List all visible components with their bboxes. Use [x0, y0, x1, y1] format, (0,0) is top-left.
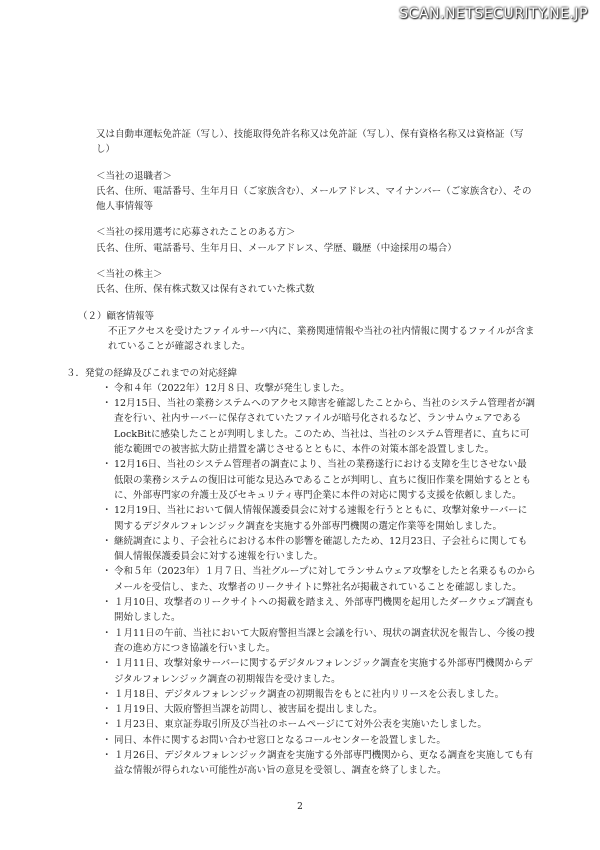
timeline-list [96, 381, 536, 779]
timeline-item: ・ １月18日、デジタルフォレンジック調査の初期報告をもとに社内リリースを公表しました。 [106, 687, 536, 702]
timeline-item: ・ １月26日、デジタルフォレンジック調査を実施する外部専門機関から、更なる調査を実施しても有益な情報が得られない可能性が高い旨の意見を受領し、調査を終了しました。 [106, 748, 536, 779]
timeline-item: ・ 令和５年（2023年）１月７日、当社グループに対してランサムウェア攻撃をしたと名乗るものからメールを受信し、また、攻撃者のリークサイトに弊社名が掲載されていることを確認しました。 [106, 564, 536, 595]
section-2-heading: （２）顧客情報等 [78, 310, 155, 322]
timeline-item: ・ 12月16日、当社のシステム管理者の調査により、当社の業務遂行における支障を生じさせない最低限の業務システムの復旧は可能な見込みであることが判明し、直ちに復旧作業を開始するとともに、外部専門家の弁護士及びセキュリティ専門企業に本件の対応に関する支援を依頼しました。 [106, 457, 536, 503]
timeline-item: ・ １月19日、大阪府警担当課を訪問し、被害届を提出しました。 [106, 702, 536, 717]
document-body [66, 127, 536, 779]
timeline-item: ・ 同日、本件に関するお問い合わせ窓口となるコールセンターを設置しました。 [106, 733, 536, 748]
page-number: 2 [297, 802, 303, 812]
timeline-item: ・ １月23日、東京証券取引所及び当社のホームページにて対外公表を実施いたしました。 [106, 717, 536, 732]
group-heading-applicants: ＜当社の採用選考に応募されたことのある方＞ [96, 227, 296, 239]
timeline-item: ・ 令和４年（2022年）12月８日、攻撃が発生しました。 [106, 381, 536, 396]
section-3-heading: ３．発覚の経緯及びこれまでの対応経緯 [66, 367, 238, 379]
timeline-item: ・ １月11日、攻撃対象サーバーに関するデジタルフォレンジック調査を実施する外部専門機関からデジタルフォレンジック調査の初期報告を受けました。 [106, 656, 536, 687]
group-heading-shareholders: ＜当社の株主＞ [96, 269, 163, 281]
timeline-item: ・ １月10日、攻撃者のリークサイトへの掲載を踏まえ、外部専門機関を起用したダークウェブ調査も開始しました。 [106, 595, 536, 626]
group-body-shareholders: 氏名、住所、保有株式数又は保有されていた株式数 [96, 284, 315, 296]
timeline-item: ・ 12月19日、当社において個人情報保護委員会に対する速報を行うとともに、攻撃対象サーバーに関するデジタルフォレンジック調査を実施する外部専門機関の選定作業等を開始しました。 [106, 503, 536, 534]
group-body-retired: 氏名、住所、電話番号、生年月日（ご家族含む）、メールアドレス、マイナンバー（ご家族含む）、その他人事情報等 [96, 185, 532, 213]
continued-paragraph: 又は自動車運転免許証（写し）、技能取得免許名称又は免許証（写し）、保有資格名称又は資格証（写し） [96, 129, 524, 156]
group-body-applicants: 氏名、住所、電話番号、生年月日、メールアドレス、学歴、職歴（中途採用の場合） [96, 242, 457, 254]
timeline-item: ・ 12月15日、当社の業務システムへのアクセス障害を確認したことから、当社のシステム管理者が調査を行い、社内サーバーに保存されていたファイルが暗号化されるなど、ランサムウェアであるLockBitに感染したことが判明しました。このため、当社は、当社のシステム管理者に、直ちに可能な範囲での被害拡大防止措置を講じさせるとともに、本件の対策本部を設置しました。 [106, 396, 536, 457]
timeline-item: ・ 継続調査により、子会社らにおける本件の影響を確認したため、12月23日、子会社らに関しても個人情報保護委員会に対する速報を行いました。 [106, 534, 536, 565]
timeline-item: ・ １月11日の午前、当社において大阪府警担当課と会議を行い、現状の調査状況を報告し、今後の捜査の進め方につき協議を行いました。 [106, 626, 536, 657]
site-watermark: SCAN.NETSECURITY.NE.JP [399, 6, 588, 22]
group-heading-retired: ＜当社の退職者＞ [96, 170, 173, 182]
section-2-body: 不正アクセスを受けたファイルサーバ内に、業務関連情報や当社の社内情報に関するファイルが含まれていることが確認されました。 [108, 325, 535, 353]
